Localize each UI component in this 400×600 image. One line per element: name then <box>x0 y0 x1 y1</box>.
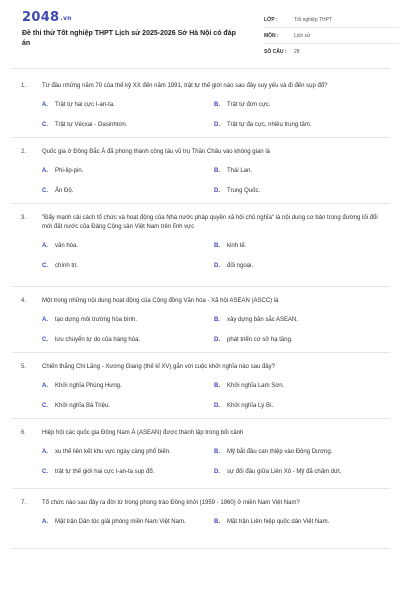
answer-option[interactable] <box>42 462 214 482</box>
option-text: Ấn Độ. <box>55 188 74 194</box>
option-letter: D. <box>214 337 220 343</box>
answer-option[interactable] <box>214 512 386 532</box>
logo-suffix: .vn <box>60 15 72 22</box>
site-logo[interactable] <box>22 10 72 25</box>
option-text: sự đối đầu giữa Liên Xô - Mỹ đã chấm dứt. <box>227 469 342 475</box>
option-letter: C. <box>42 337 48 343</box>
answer-option[interactable] <box>214 396 386 416</box>
option-text: Trật tự hai cực I-an-ta. <box>55 102 115 108</box>
answer-option[interactable] <box>214 376 386 396</box>
answer-option[interactable] <box>42 376 214 396</box>
meta-row-class <box>264 12 399 28</box>
option-letter: D. <box>214 263 220 269</box>
question-head <box>12 287 390 306</box>
option-text: Trật tự đa cực, nhiều trung tâm. <box>227 122 312 128</box>
question-text: Từ đầu những năm 70 của thế kỷ XX đến năm 1991, trật tự thế giới nào sau đây suy yếu và đi đến sụp đổ? <box>42 83 328 89</box>
meta-value: 28 <box>294 48 300 55</box>
answer-option[interactable] <box>214 95 386 115</box>
option-text: đối ngoại. <box>227 263 254 269</box>
answer-option[interactable] <box>214 256 386 276</box>
question-list <box>12 72 390 549</box>
option-letter: C. <box>42 188 48 194</box>
answer-options <box>12 372 390 419</box>
question-text: Chiến thắng Chi Lăng - Xương Giang (thế kỉ XV) gắn với cuộc khởi nghĩa nào sau đây? <box>42 364 275 370</box>
answer-option[interactable] <box>214 115 386 135</box>
option-text: Phi-lip-pin. <box>55 168 84 174</box>
answer-option[interactable] <box>42 181 214 201</box>
option-text: Mỹ bắt đầu can thiệp vào Đông Dương. <box>227 449 333 455</box>
answer-option[interactable] <box>42 310 214 330</box>
option-letter: B. <box>214 243 220 249</box>
option-letter: A. <box>42 317 48 323</box>
question-head <box>12 138 390 157</box>
question-text: "Đẩy mạnh cải cách tổ chức và hoạt động của Nhà nước pháp quyền xã hội chủ nghĩa" là nội dung cơ bản trong đường lối đổi mới đất nước của Đảng Cộng sản Việt Nam trên lĩnh vực <box>42 215 378 230</box>
option-text: Trật tự Vécxai - Oasinhtơn. <box>55 122 128 128</box>
exam-title: Đề thi thử Tốt nghiệp THPT Lịch sử 2025-2026 Sở Hà Nội có đáp án <box>22 30 236 47</box>
question-item <box>12 419 390 489</box>
option-text: Khởi nghĩa Bà Triệu. <box>55 403 110 409</box>
option-letter: D. <box>214 403 220 409</box>
answer-options <box>12 438 390 485</box>
question-number: 2. <box>21 149 27 155</box>
option-text: Mặt trận Liên hiệp quốc dân Việt Nam. <box>227 519 330 525</box>
option-letter: A. <box>42 519 48 525</box>
question-item <box>12 489 390 549</box>
option-text: Khởi nghĩa Lam Sơn. <box>227 383 285 389</box>
exam-header <box>12 0 390 69</box>
answer-option[interactable] <box>214 462 386 482</box>
option-letter: A. <box>42 449 48 455</box>
question-number: 6. <box>21 430 27 436</box>
option-letter: C. <box>42 263 48 269</box>
meta-key: LỚP : <box>264 16 278 23</box>
question-text: Hiệp hội các quốc gia Đông Nam Á (ASEAN) được thành lập trong bối cảnh <box>42 430 244 436</box>
question-number: 3. <box>21 215 27 221</box>
option-letter: A. <box>42 102 48 108</box>
question-item <box>12 287 390 353</box>
question-number: 7. <box>21 500 27 506</box>
option-letter: B. <box>214 102 220 108</box>
answer-option[interactable] <box>214 330 386 350</box>
option-text: kinh tế. <box>227 243 247 249</box>
question-text: Quốc gia ở Đông Bắc Á đã phóng thành công tàu vũ trụ Thần Châu vào không gian là <box>42 149 270 155</box>
question-number: 5. <box>21 364 27 370</box>
option-text: xu thế liên kết khu vực ngày càng phổ biến. <box>55 449 171 455</box>
answer-options <box>12 306 390 353</box>
answer-option[interactable] <box>42 396 214 416</box>
option-letter: C. <box>42 122 48 128</box>
meta-row-count <box>264 44 399 59</box>
option-letter: B. <box>214 519 220 525</box>
option-text: Thái Lan. <box>227 168 253 174</box>
answer-options <box>12 157 390 204</box>
option-letter: A. <box>42 168 48 174</box>
option-text: Trung Quốc. <box>227 188 261 194</box>
option-text: lưu chuyển tự do của hàng hóa. <box>55 337 141 343</box>
meta-value: Tốt nghiệp THPT <box>294 16 332 23</box>
option-text: trật tự thế giới hai cực I-an-ta sụp đổ. <box>55 469 155 475</box>
option-text: Khởi nghĩa Lý Bí. <box>227 403 274 409</box>
option-letter: B. <box>214 168 220 174</box>
meta-key: MÔN : <box>264 32 279 39</box>
option-letter: D. <box>214 188 220 194</box>
answer-option[interactable] <box>42 161 214 181</box>
answer-options <box>12 91 390 138</box>
option-text: xây dựng bản sắc ASEAN. <box>227 317 299 323</box>
question-head <box>12 72 390 91</box>
question-head <box>12 204 390 232</box>
answer-option[interactable] <box>214 442 386 462</box>
option-text: Khởi nghĩa Phùng Hưng. <box>55 383 122 389</box>
answer-options <box>12 508 390 535</box>
answer-option[interactable] <box>214 161 386 181</box>
option-letter: D. <box>214 469 220 475</box>
answer-option[interactable] <box>42 115 214 135</box>
answer-option[interactable] <box>42 236 214 256</box>
option-text: văn hóa. <box>55 243 79 249</box>
answer-option[interactable] <box>42 256 214 276</box>
option-letter: B. <box>214 449 220 455</box>
question-number: 1. <box>21 83 27 89</box>
answer-option[interactable] <box>42 95 214 115</box>
answer-option[interactable] <box>214 310 386 330</box>
question-item <box>12 353 390 419</box>
question-number: 4. <box>21 298 27 304</box>
answer-option[interactable] <box>214 236 386 256</box>
question-text: Tổ chức nào sau đây ra đời từ trong phong trào Đồng khởi (1959 - 1960) ở miền Nam Việt Nam? <box>42 500 300 506</box>
option-letter: B. <box>214 317 220 323</box>
option-letter: C. <box>42 469 48 475</box>
question-head <box>12 353 390 372</box>
answer-option[interactable] <box>42 330 214 350</box>
option-letter: B. <box>214 383 220 389</box>
question-item <box>12 204 390 287</box>
question-head <box>12 489 390 508</box>
option-text: Mặt trận Dân tộc giải phóng miền Nam Việt Nam. <box>55 519 186 525</box>
question-head <box>12 419 390 438</box>
meta-value: Lịch sử <box>294 32 311 39</box>
option-letter: D. <box>214 122 220 128</box>
option-letter: A. <box>42 243 48 249</box>
logo-main: 2048 <box>22 10 60 25</box>
option-letter: A. <box>42 383 48 389</box>
option-text: chính trị. <box>55 263 79 269</box>
answer-option[interactable] <box>42 512 214 532</box>
answer-option[interactable] <box>42 442 214 462</box>
option-text: tạo dựng môi trường hòa bình. <box>55 317 138 323</box>
question-text: Một trong những nội dung hoạt động của Cộng đồng Văn hóa - Xã hội ASEAN (ASCC) là <box>42 298 279 304</box>
option-text: phát triển cơ sở hạ tầng. <box>227 337 293 343</box>
option-text: Trật tự đơn cực. <box>227 102 271 108</box>
meta-row-subject <box>264 28 399 44</box>
question-item <box>12 72 390 138</box>
exam-meta <box>264 12 399 59</box>
meta-key: SỐ CÂU : <box>264 48 287 55</box>
question-item <box>12 138 390 204</box>
answer-option[interactable] <box>214 181 386 201</box>
answer-options <box>12 232 390 279</box>
option-letter: C. <box>42 403 48 409</box>
